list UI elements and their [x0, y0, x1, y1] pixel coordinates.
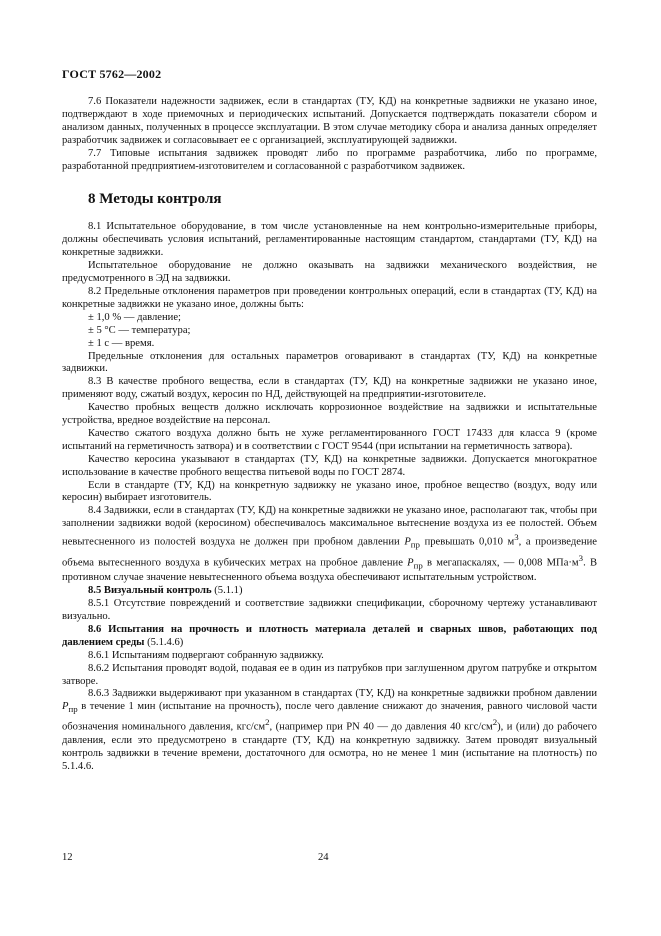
paragraph-8-2-b: Предельные отклонения для остальных параметров оговаривают в стандартах (ТУ, КД) на конкретные задвижки.: [62, 350, 597, 375]
document-body: [62, 96, 597, 774]
paragraph-8-3-e: Если в стандарте (ТУ, КД) на конкретную задвижку не указано иное, пробное вещество (воздух, воду или керосин) выбирает изготовитель.: [62, 479, 597, 504]
document-header: ГОСТ 5762—2002: [62, 67, 162, 81]
paragraph-8-2: 8.2 Предельные отклонения параметров при проведении контрольных операций, если в стандартах (ТУ, КД) на конкретные задвижки не указано иное, должны быть:: [62, 285, 597, 310]
section-title: 8 Методы контроля: [88, 191, 222, 208]
paragraph-7-6: 7.6 Показатели надежности задвижек, если в стандартах (ТУ, КД) на конкретные задвижки не указано иное, подтверждают в ходе приемочных и периодических испытаний. Допускается подтверждать показатели сбором и анализом данных, полученных в процессе эксплуатации. В этом случае методику сбора и анализа данных определяет разработчик задвижек и согласовывает ее с организацией, эксплуатирующей задвижки.: [62, 96, 597, 146]
paragraph-8-5-1: 8.5.1 Отсутствие повреждений и соответствие задвижки спецификации, сборочному чертежу устанавливают визуально.: [62, 598, 597, 622]
tolerance-time: ± 1 с — время.: [88, 337, 155, 349]
paragraph-7-7: 7.7 Типовые испытания задвижек проводят либо по программе разработчика, либо по программе, разработанной предприятием-изготовителем и согласованной с разработчиком задвижек.: [62, 147, 597, 172]
heading-8-5: 8.5 Визуальный контроль (5.1.1): [88, 585, 243, 597]
tolerance-pressure: ± 1,0 % — давление;: [88, 311, 181, 323]
paragraph-8-6-1: 8.6.1 Испытаниям подвергают собранную задвижку.: [88, 649, 324, 661]
paragraph-8-1-b: Испытательное оборудование не должно оказывать на задвижки механического воздействия, не предусмотренного в ЭД на задвижки.: [62, 260, 597, 285]
paragraph-8-6-3: 8.6.3 Задвижки выдерживают при указанном в стандартах (ТУ, КД) на конкретные задвижки пробном давлении $P_{пр}$ в течение 1 мин (испытание на прочность), после чего давление снижают до значения, равного числовой части обозначения номинального давления, кгс/$см^2$, (например при PN 40 — до давления 40 кгс/$см^2$), и (или) до рабочего давления, если это предусмотрено в стандарте (ТУ, КД) на конкретную задвижку. Затем проводят визуальный контроль задвижки в течение времени, достаточного для осмотра, но не менее 1 мин (испытание на плотность) по 5.1.4.6.: [62, 688, 597, 772]
paragraph-8-3-d: Качество керосина указывают в стандартах (ТУ, КД) на конкретные задвижки. Допускается многократное использование в качестве пробного вещества питьевой воды по ГОСТ 2874.: [62, 453, 597, 478]
page-number-left: 12: [62, 852, 73, 863]
paragraph-8-3-c: Качество сжатого воздуха должно быть не хуже регламентированного ГОСТ 17433 для класса 9 (кроме испытаний на герметичность затвора) и в соответствии с ГОСТ 9544 (при испытании на герметичность затвора).: [62, 427, 597, 452]
tolerance-temperature: ± 5 °С — температура;: [88, 324, 191, 336]
paragraph-8-3: 8.3 В качестве пробного вещества, если в стандартах (ТУ, КД) на конкретные задвижки не указано иное, применяют воду, сжатый воздух, керосин по НД, действующей на предприятии-изготовителе.: [62, 376, 597, 401]
heading-8-6: 8.6 Испытания на прочность и плотность материала деталей и сварных швов, работающих под давлением среды (5.1.4.6): [62, 623, 597, 648]
paragraph-8-6-2: 8.6.2 Испытания проводят водой, подавая ее в один из патрубков при заглушенном другом патрубке и открытом затворе.: [62, 662, 597, 687]
paragraph-8-3-b: Качество пробных веществ должно исключать коррозионное воздействие на задвижки и испытательные устройства, вредное воздействие на персонал.: [62, 402, 597, 427]
paragraph-8-4: 8.4 Задвижки, если в стандартах (ТУ, КД) на конкретные задвижки не указано иное, располагают так, чтобы при заполнении задвижки водой (керосином) обеспечивалось максимальное вытеснение воздуха из ее полостей. Объем невытесненного из полостей воздуха не должен при пробном давлении $P_{пр}$ превышать 0,010 $м^3$, а произведение объема вытесненного воздуха в кубических метрах на пробное давление $P_{пр}$ в мегапаскалях, — 0,008 $МПа\cdot м^3$. В противном случае значение невытесненного объема воздуха обеспечивают испытательным устройством.: [62, 505, 598, 584]
page-number-center: 24: [318, 852, 329, 863]
paragraph-8-1: 8.1 Испытательное оборудование, в том числе установленные на нем контрольно-измерительные приборы, должны обеспечивать условия испытаний, регламентированные настоящим стандартом, стандартами (ТУ, КД) на конкретные задвижки.: [62, 221, 597, 259]
